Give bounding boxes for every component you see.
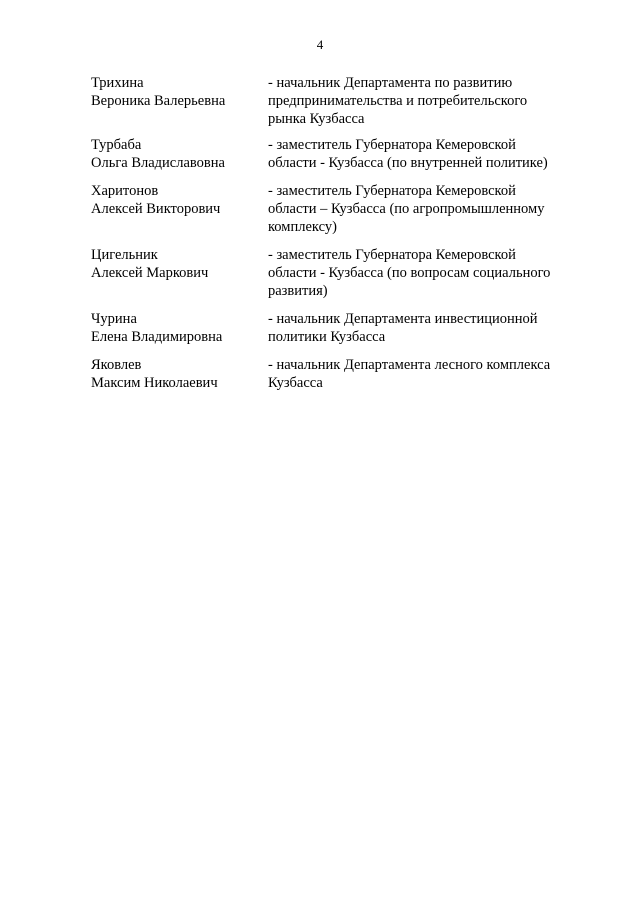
member-surname: Яковлев	[91, 357, 142, 373]
member-given-names: Алексей Маркович	[91, 265, 209, 281]
member-given-names: Алексей Викторович	[91, 201, 221, 217]
member-surname: Турбаба	[91, 137, 142, 153]
list-item	[91, 310, 581, 346]
member-position	[268, 356, 581, 392]
members-list	[91, 74, 581, 401]
member-surname: Харитонов	[91, 183, 159, 199]
list-item	[91, 246, 581, 300]
position-line: - начальник Департамента инвестиционной	[268, 311, 538, 327]
member-position	[268, 74, 581, 128]
member-name	[91, 182, 268, 236]
member-surname: Чурина	[91, 311, 137, 327]
list-item	[91, 74, 581, 128]
position-line: - заместитель Губернатора Кемеровской	[268, 183, 516, 199]
member-name	[91, 356, 268, 392]
position-line: предпринимательства и потребительского	[268, 93, 528, 109]
position-line: комплексу)	[268, 219, 337, 235]
position-line: - начальник Департамента лесного комплекса	[268, 357, 551, 373]
page-number: 4	[316, 37, 324, 52]
position-line: Кузбасса	[268, 375, 323, 391]
position-line: - заместитель Губернатора Кемеровской	[268, 247, 516, 263]
position-line: области - Кузбасса (по вопросам социального	[268, 265, 551, 281]
position-line: - начальник Департамента по развитию	[268, 75, 513, 91]
member-surname: Трихина	[91, 75, 144, 91]
member-name	[91, 310, 268, 346]
position-line: рынка Кузбасса	[268, 111, 365, 127]
list-item	[91, 136, 581, 172]
member-position	[268, 136, 581, 172]
list-item	[91, 356, 581, 392]
position-line: развития)	[268, 283, 328, 299]
member-position	[268, 182, 581, 236]
member-name	[91, 246, 268, 300]
position-line: - заместитель Губернатора Кемеровской	[268, 137, 516, 153]
member-name	[91, 74, 268, 128]
member-given-names: Максим Николаевич	[91, 375, 218, 391]
position-line: политики Кузбасса	[268, 329, 386, 345]
position-line: области - Кузбасса (по внутренней политике)	[268, 155, 548, 171]
member-position	[268, 246, 581, 300]
member-surname: Цигельник	[91, 247, 158, 263]
member-name	[91, 136, 268, 172]
position-line: области – Кузбасса (по агропромышленному	[268, 201, 545, 217]
list-item	[91, 182, 581, 236]
member-given-names: Ольга Владиславовна	[91, 155, 225, 171]
member-given-names: Вероника Валерьевна	[91, 93, 226, 109]
member-given-names: Елена Владимировна	[91, 329, 223, 345]
member-position	[268, 310, 581, 346]
